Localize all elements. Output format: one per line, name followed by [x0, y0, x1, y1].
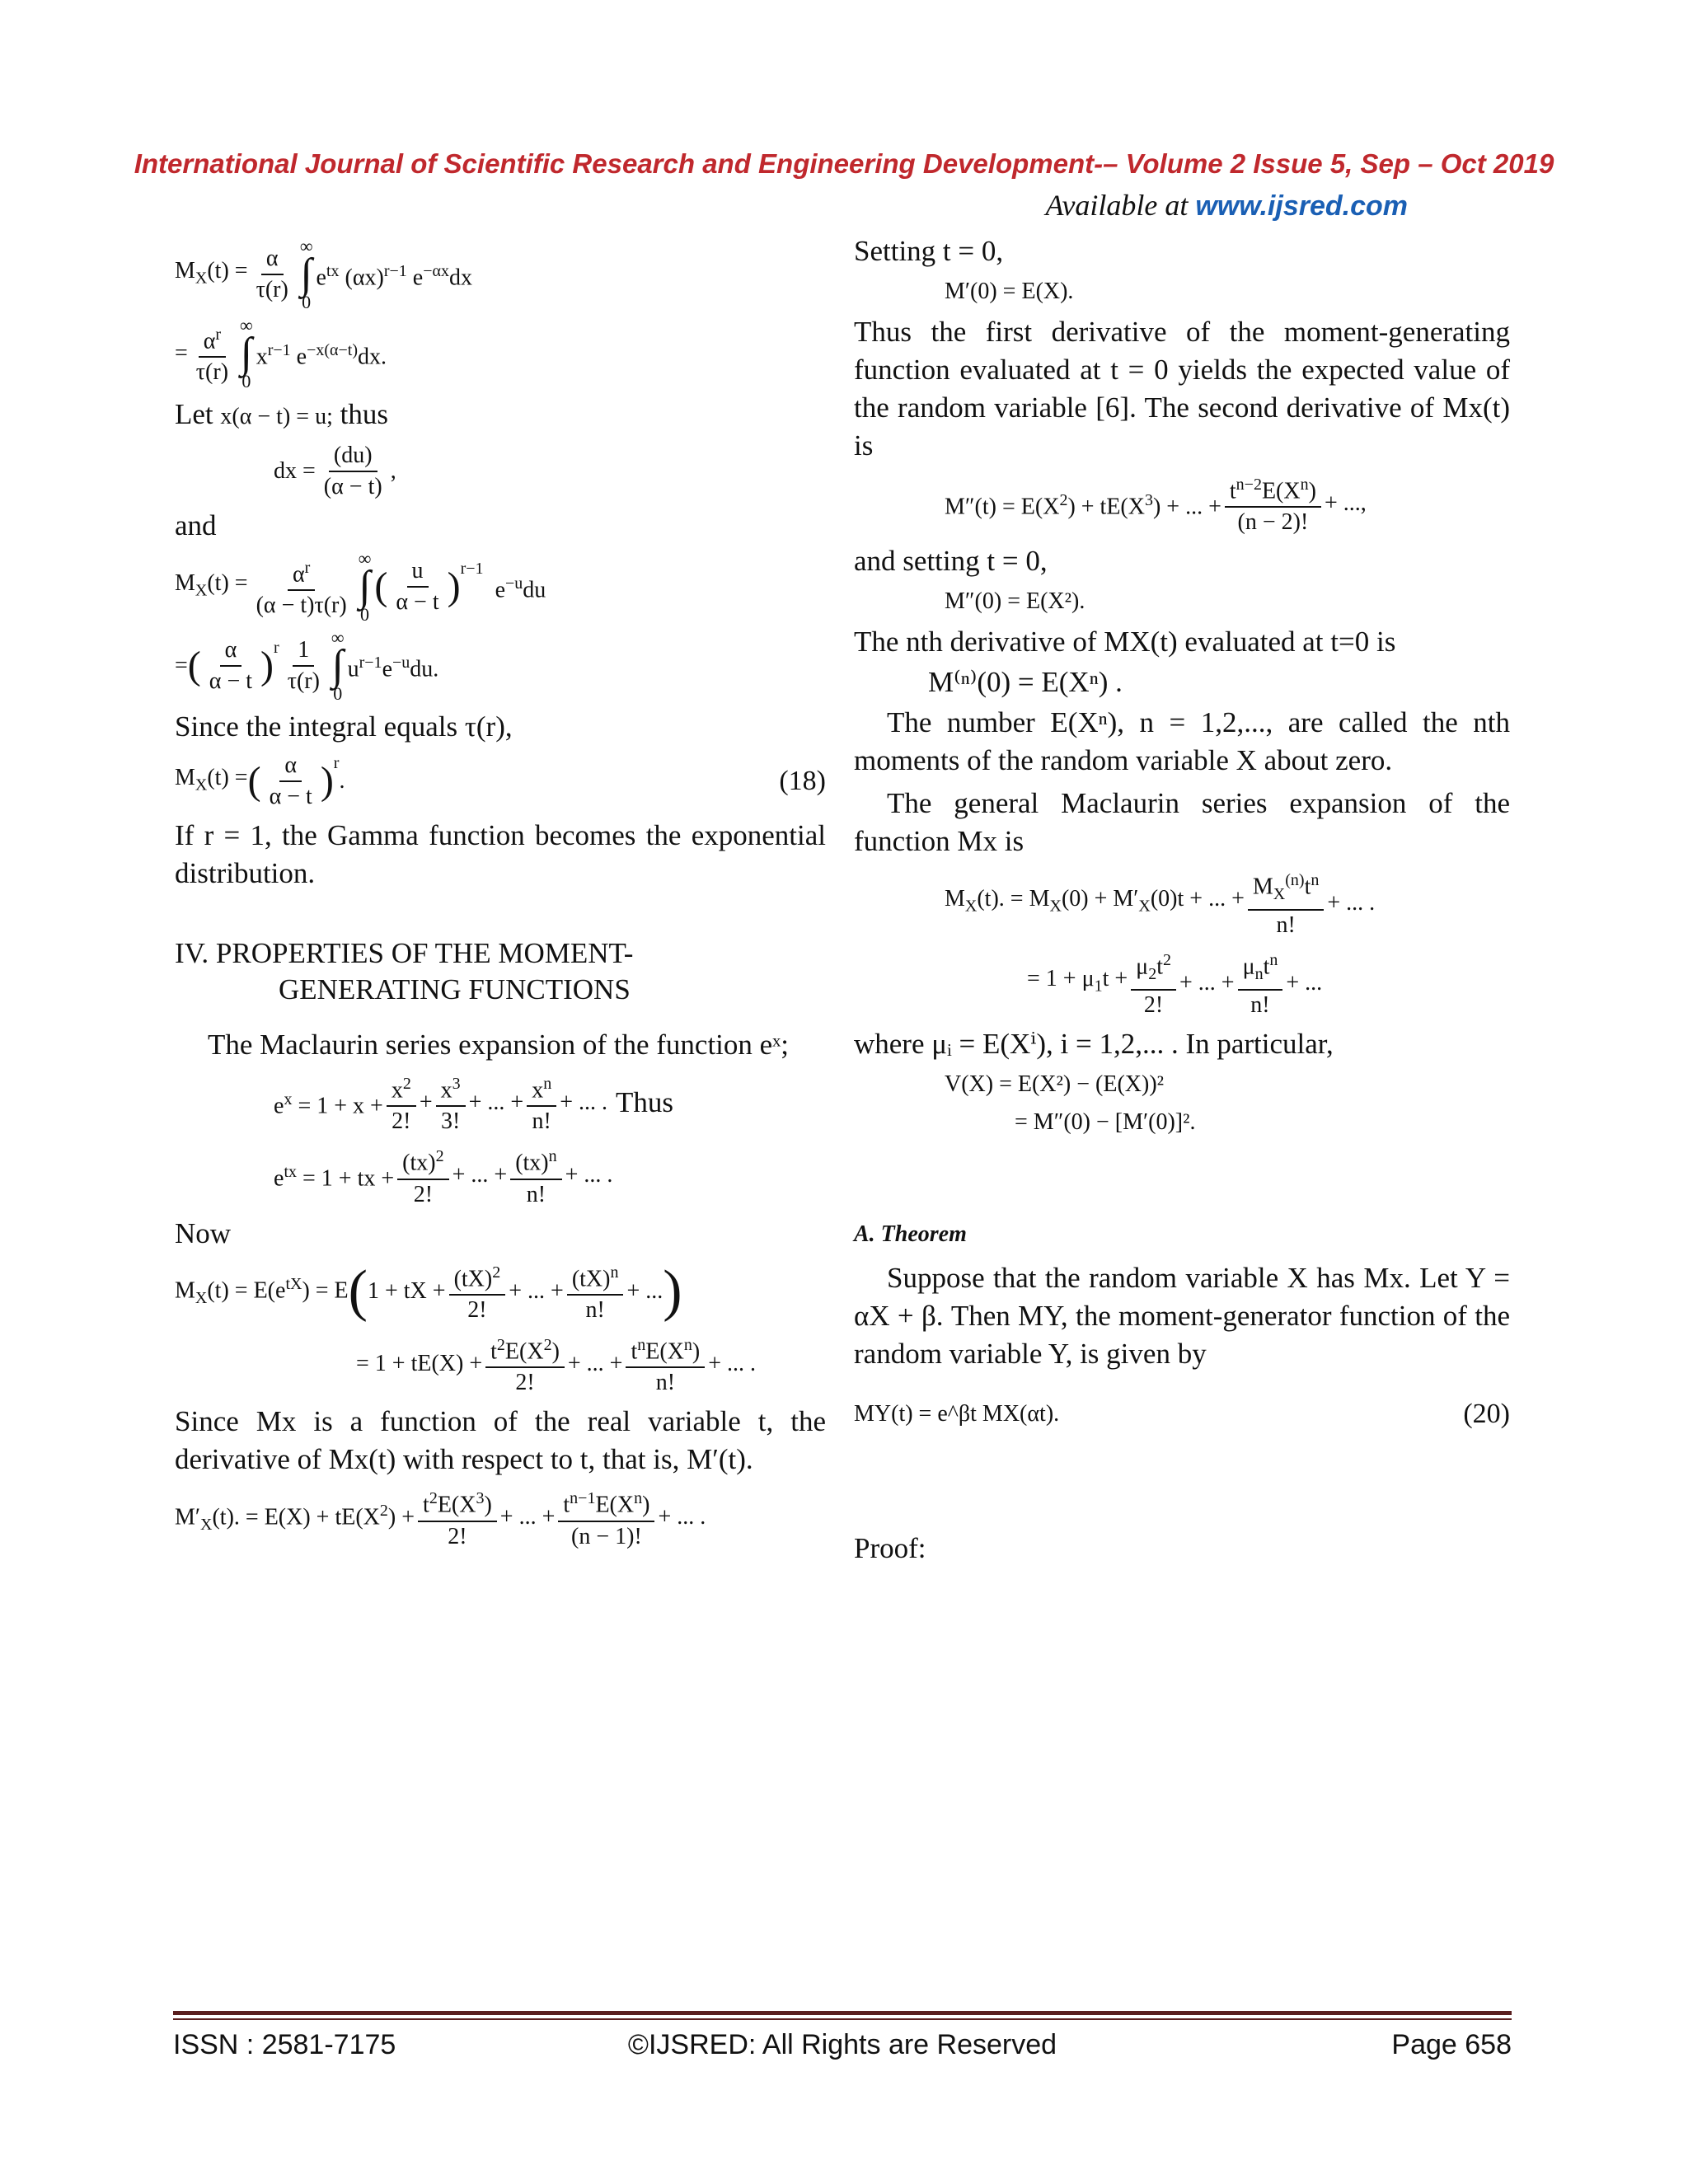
equation-mx-expectation-2: = 1 + tE(X) + $\frac{t^2E(X^2)}{2!}$ + ... + $\frac{t^nE(X^n)}{n!}$ + ... . [175, 1330, 826, 1398]
equation-number-20: (20) [1463, 1399, 1510, 1430]
equation-mx-substituted: $M_X(t)$ = $\frac{\alpha^r}{(\alpha - t)\tau(r)}$ ∞ ∫ 0 ( $\frac{u}{\alpha - t}$ ) $^{r-1}$ $e^{-u}du$ [175, 548, 546, 625]
moments-paragraph: The number E(Xⁿ), n = 1,2,..., are called the nth moments of the random variable X about zero. [854, 706, 1510, 777]
equation-18: $M_X(t)$ = ( $\frac{\alpha}{\alpha - t}$ ) $^r$ . (18) [175, 752, 826, 809]
and-setting-text: and setting t = 0, [854, 545, 1048, 578]
nth-derivative-text: The nth derivative of MX(t) evaluated at t=0 is [854, 626, 1396, 658]
section-heading-line-2: GENERATING FUNCTIONS [279, 973, 631, 1005]
equation-variance-2: = M″(0) − [M′(0)]². [1015, 1109, 1196, 1136]
journal-title: International Journal of Scientific Research and Engineering Development-– Volume 2 Issue 5, Sep – Oct 2019 [134, 148, 1554, 179]
footer-rights: ©IJSRED: All Rights are Reserved [627, 2029, 1057, 2060]
equation-mx-substituted-2: = ( $\frac{\alpha}{\alpha - t}$ ) $^r$ $\frac{1}{\tau(r)}$ ∞ ∫ 0 $u^{r-1}e^{-u}du$. [175, 627, 439, 704]
available-at [1045, 188, 1408, 223]
and-line: and [175, 509, 217, 541]
footer-issn: ISSN : 2581-7175 [173, 2029, 396, 2060]
equation-number-18: (18) [779, 766, 826, 796]
equation-maclaurin-mx: $M_X(t)$. = $M_X(0) + M'_X(0)t$ + ... + $\frac{M_X^{(n)}t^n}{n!}$ + ... . [854, 865, 1510, 940]
page-footer [173, 2029, 1512, 2070]
theorem-paragraph: Suppose that the random variable X has Mx. Let Y = αX + β. Then MY, the moment-generator function of the random variable Y, is given by [854, 1262, 1510, 1371]
proof-label: Proof: [854, 1532, 926, 1565]
footer-page-number: Page 658 [1391, 2029, 1512, 2060]
equation-m1: M′(0) = E(X). [945, 279, 1074, 304]
let-line: Let x(α − t) = u; thus [175, 398, 388, 430]
equation-ex-series: $e^x = 1 + x$ + $\frac{x^2}{2!}$ + $\frac{x^3}{3!}$ + ... + $\frac{x^n}{n!}$ + ... . Thus [175, 1069, 826, 1137]
equation-variance-1: V(X) = E(X²) − (E(X))² [945, 1071, 1165, 1098]
first-derivative-paragraph: Thus the first derivative of the moment-generating function evaluated at t = 0 yields the expected value of the random variable [6]. The second derivative of Mx(t) is [854, 316, 1510, 462]
equation-maclaurin-mu: = $1 + \mu_1t$ + $\frac{\mu_2t^2}{2!}$ + ... + $\frac{\mu_nt^n}{n!}$ + ... [854, 945, 1510, 1020]
right-column [854, 232, 1510, 1572]
equation-20-body: MY(t) = e^βt MX(αt). [854, 1401, 1060, 1427]
available-prefix: Available at [1045, 189, 1196, 222]
footer-divider-thin [173, 2018, 1512, 2020]
since-mx-paragraph: Since Mx is a function of the real variable t, the derivative of Mx(t) with respect to t, that is, M′(t). [175, 1405, 826, 1476]
theorem-heading: A. Theorem [854, 1221, 967, 1248]
setting-t0-text: Setting t = 0, [854, 235, 1004, 267]
thus-inline: Thus [616, 1086, 673, 1119]
footer-divider-thick [173, 2011, 1512, 2015]
section-heading-iv [175, 935, 826, 1008]
equation-20 [854, 1398, 1510, 1431]
since-integral-text: Since the integral equals τ(r), [175, 710, 513, 743]
where-paragraph: where μᵢ = E(Xⁱ), i = 1,2,... . In particular, [854, 1028, 1334, 1061]
maclaurin-paragraph: The Maclaurin series expansion of the function eˣ; [208, 1029, 790, 1061]
equation-second-derivative: $M''(t) = E(X^2) + tE(X^3)$ + ... + $\frac{t^{n-2}E(X^n)}{(n - 2)!}$ + ..., [854, 470, 1510, 537]
equation-mn: M⁽ⁿ⁾(0) = E(Xⁿ) . [928, 666, 1123, 699]
general-maclaurin-paragraph: The general Maclaurin series expansion of the function Mx is [854, 787, 1510, 858]
now-text: Now [175, 1216, 232, 1249]
equation-mx-integral-2: = $\frac{\alpha^r}{\tau(r)}$ ∞ ∫ 0 $x^{r-1}$ $e^{-x(\alpha-t)}dx$. [175, 315, 387, 391]
equation-mx-integral: $M_X(t)$ = $\frac{\alpha}{\tau(r)}$ ∞ ∫ 0 $e^{tx}$ $(\alpha x)^{r-1}$ $e^{-\alpha x}dx$ [175, 236, 472, 312]
equation-first-derivative: $M'_X(t)$. = $E(X) + tE(X^2)$ + $\frac{t^2E(X^3)}{2!}$ + ... + $\frac{t^{n-1}E(X^n)}{(n - 1)!}$ + ... . [175, 1483, 826, 1551]
gamma-paragraph: If r = 1, the Gamma function becomes the exponential distribution. [175, 819, 826, 889]
equation-dx: dx = $\frac{(du)}{(\alpha - t)}$ , [274, 443, 396, 499]
journal-url-link[interactable]: www.ijsred.com [1195, 190, 1408, 222]
equation-mx-expectation: $M_X(t) = E(e^{tX}) = E$ ( 1 + tX + $\frac{(tX)^2}{2!}$ + ... + $\frac{(tX)^n}{n!}$ + ... ) [175, 1258, 826, 1325]
equation-m2: M″(0) = E(X²). [945, 588, 1085, 615]
left-column [175, 232, 826, 1557]
section-heading-line-1: IV. PROPERTIES OF THE MOMENT- [175, 937, 634, 969]
equation-etx-series: $e^{tx} = 1$ + tx + $\frac{(tx)^2}{2!}$ + ... + $\frac{(tx)^n}{n!}$ + ... . [175, 1141, 826, 1209]
